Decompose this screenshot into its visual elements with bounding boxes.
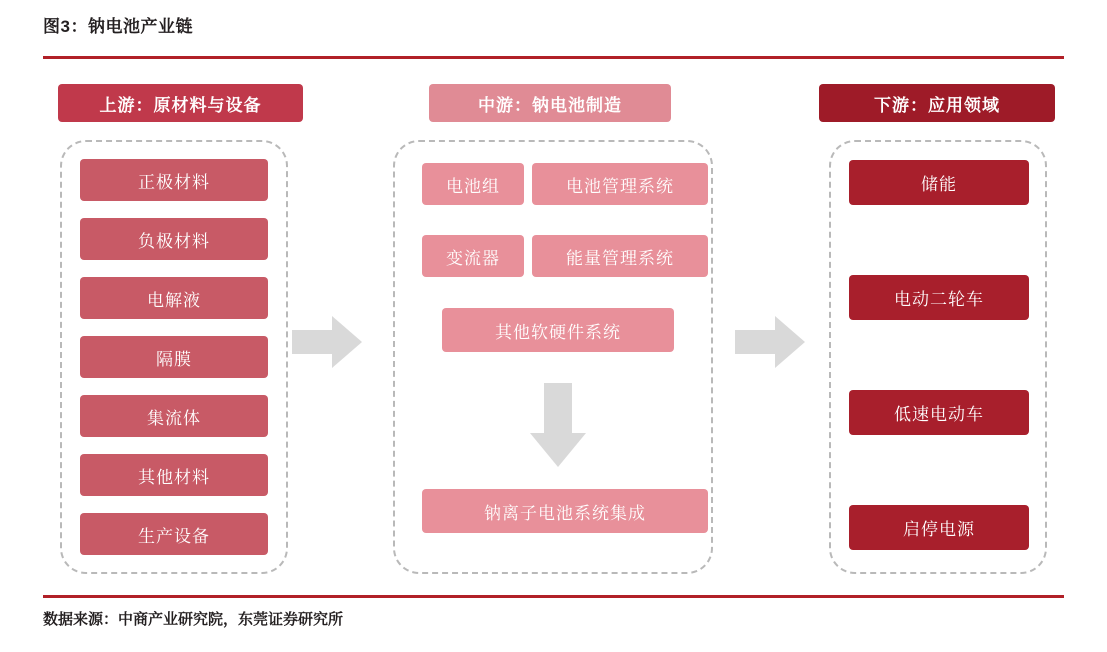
node-upstream-7[interactable]: 生产设备 bbox=[80, 513, 268, 555]
arrow-midstream-down bbox=[530, 383, 586, 467]
node-downstream-3[interactable]: 低速电动车 bbox=[849, 390, 1029, 435]
arrow-upstream-to-midstream bbox=[292, 316, 362, 368]
node-downstream-1[interactable]: 储能 bbox=[849, 160, 1029, 205]
arrow-midstream-to-downstream bbox=[735, 316, 805, 368]
node-downstream-4[interactable]: 启停电源 bbox=[849, 505, 1029, 550]
node-midstream-6[interactable]: 钠离子电池系统集成 bbox=[422, 489, 708, 533]
node-midstream-2[interactable]: 电池管理系统 bbox=[532, 163, 708, 205]
column-upstream bbox=[43, 84, 318, 122]
node-upstream-5[interactable]: 集流体 bbox=[80, 395, 268, 437]
node-upstream-6[interactable]: 其他材料 bbox=[80, 454, 268, 496]
node-midstream-1[interactable]: 电池组 bbox=[422, 163, 524, 205]
source-note: 数据来源：中商产业研究院，东莞证券研究所 bbox=[43, 611, 344, 628]
node-midstream-5[interactable]: 其他软硬件系统 bbox=[442, 308, 674, 352]
node-midstream-4[interactable]: 能量管理系统 bbox=[532, 235, 708, 277]
node-upstream-1[interactable]: 正极材料 bbox=[80, 159, 268, 201]
node-upstream-4[interactable]: 隔膜 bbox=[80, 336, 268, 378]
downstream-header: 下游：应用领域 bbox=[819, 84, 1055, 122]
divider-top bbox=[43, 56, 1064, 59]
node-upstream-2[interactable]: 负极材料 bbox=[80, 218, 268, 260]
node-upstream-3[interactable]: 电解液 bbox=[80, 277, 268, 319]
column-midstream bbox=[380, 84, 720, 122]
divider-bottom bbox=[43, 595, 1064, 598]
node-downstream-2[interactable]: 电动二轮车 bbox=[849, 275, 1029, 320]
upstream-header: 上游：原材料与设备 bbox=[58, 84, 303, 122]
midstream-header: 中游：钠电池制造 bbox=[429, 84, 671, 122]
column-downstream bbox=[810, 84, 1064, 122]
node-midstream-3[interactable]: 变流器 bbox=[422, 235, 524, 277]
page-title: 图3：钠电池产业链 bbox=[43, 17, 193, 36]
